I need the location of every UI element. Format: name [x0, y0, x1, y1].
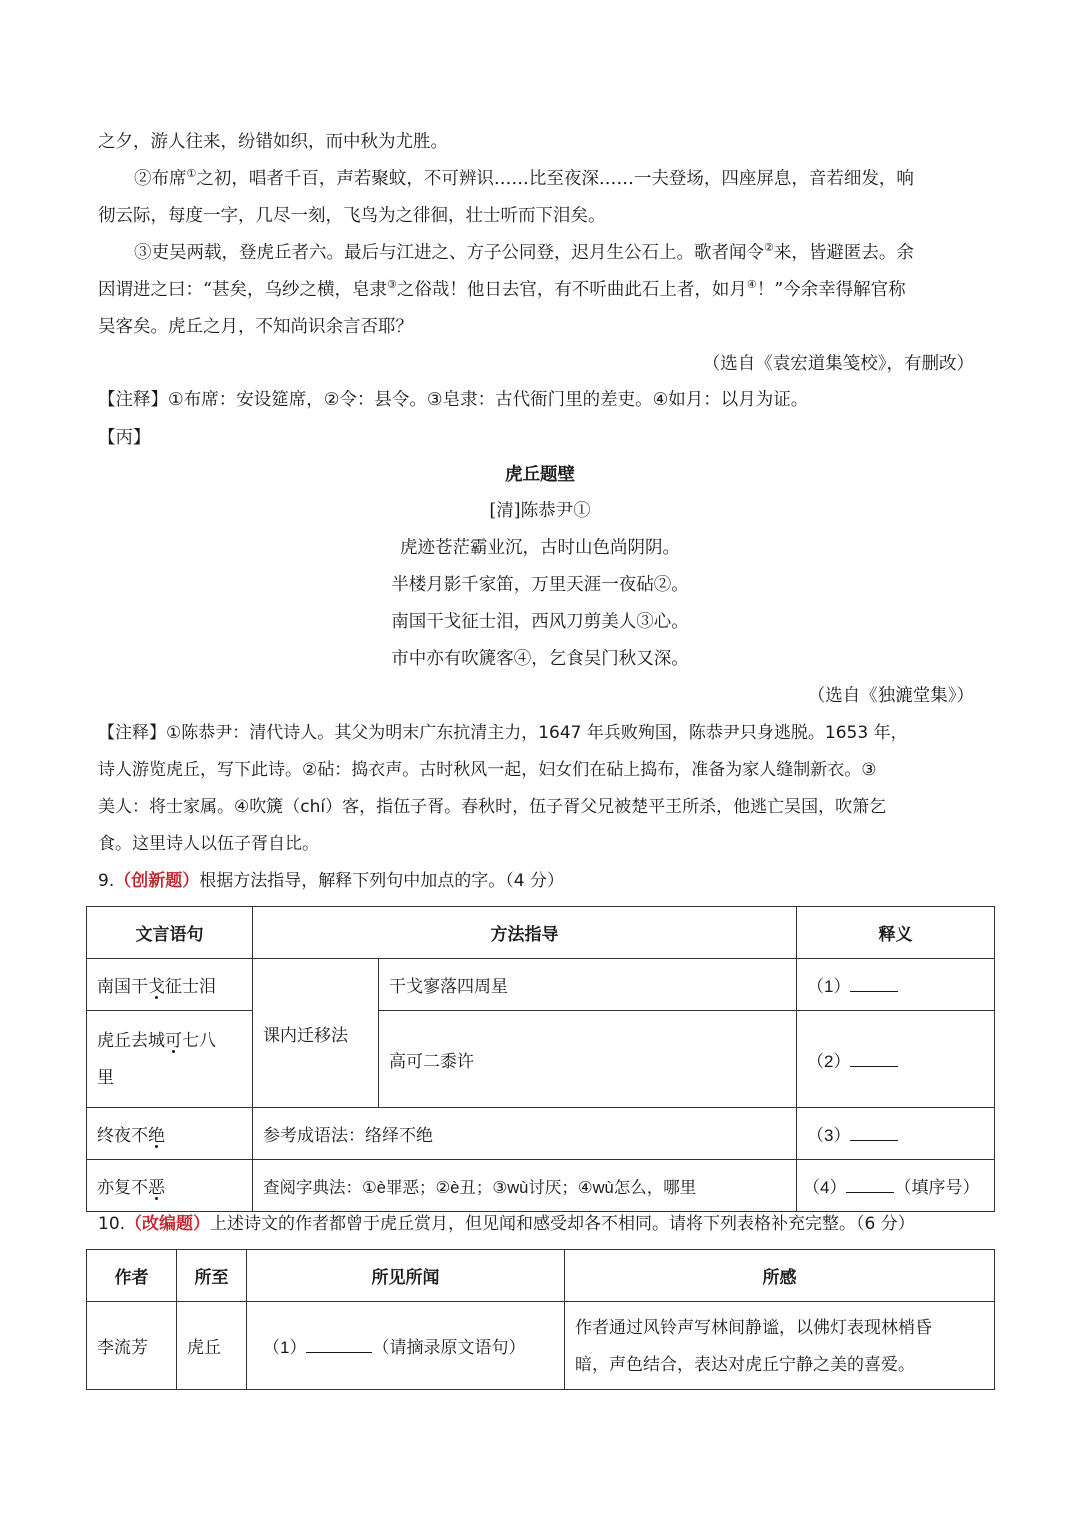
question-tag: （创新题） [114, 871, 200, 891]
answer-blank[interactable] [850, 977, 898, 992]
annotation: 食。这里诗人以伍子胥自比。 [98, 834, 319, 854]
table-row [87, 959, 995, 1011]
cell-text: 征士泪 [165, 977, 216, 996]
passage-text: 彻云际，每度一字，几尽一刻，飞鸟为之徘徊，壮士听而下泪矣。 [98, 206, 606, 226]
question-number: 9. [98, 871, 115, 891]
passage-text: 之初，唱者千百，声若聚蚊，不可辨识……比至夜深……一夫登场，四座屏息，音若细发，响 [196, 169, 914, 189]
poem-line: 虎迹苍茫霸业沉，古时山色尚阴阴。 [400, 538, 680, 558]
poem-text: 心。 [653, 612, 689, 632]
poem-text: 市中亦有吹篪客 [391, 649, 514, 669]
cell-text: 里 [97, 1068, 114, 1087]
poem-title: 虎丘题壁 [505, 465, 575, 485]
place-cell: 虎丘 [177, 1302, 247, 1390]
question-tag: （改编题） [125, 1214, 211, 1234]
author-cell: 李流芳 [87, 1302, 177, 1390]
footnote-marker: ④ [746, 278, 757, 292]
answer-label: （1） [807, 977, 851, 996]
passage-line [134, 167, 914, 191]
cell-text: 终夜不 [97, 1126, 148, 1145]
footnote-marker: ④ [513, 649, 532, 669]
question-text: 上述诗文的作者都曾于虎丘赏月，但见闻和感受却各不相同。请将下列表格补充完整。（6 分） [210, 1214, 915, 1234]
answer-cell [797, 1160, 995, 1212]
sentence-cell [87, 1160, 253, 1212]
answer-cell [797, 959, 995, 1011]
poem-line [0, 647, 1080, 671]
passage-text: ！”今余幸得解官称 [756, 280, 906, 300]
source-citation: （选自《袁宏道集笺校》，有删改） [702, 354, 974, 374]
footnote-marker: ③ [386, 278, 397, 292]
header-cell: 所至 [177, 1250, 247, 1302]
header-cell: 释义 [797, 907, 995, 959]
table-header-row [87, 1250, 995, 1302]
section-label: 【丙】 [98, 428, 151, 448]
annotation: 【注释】①陈恭尹：清代诗人。其父为明末广东抗清主力，1647 年兵败殉国，陈恭尹只身逃脱。1653 年， [98, 723, 908, 743]
method-cell: 查阅字典法：①è罪恶；②è丑；③wù讨厌；④wù怎么，哪里 [253, 1160, 797, 1212]
cell-text: 虎丘去城 [97, 1031, 165, 1050]
dotted-character: 绝 [148, 1126, 165, 1145]
sentence-cell [87, 1108, 253, 1160]
table-row [87, 1011, 995, 1108]
poem-line [0, 573, 1080, 597]
passage-line [98, 278, 906, 302]
sentence-cell [87, 1011, 253, 1108]
example-cell: 干戈寥落四周星 [379, 959, 797, 1011]
answer-hint: （请摘录原文语句） [372, 1338, 526, 1357]
footnote-marker: ② [764, 241, 774, 255]
table-row [87, 1160, 995, 1212]
cell-text: 作者通过风铃声写林间静谧，以佛灯表现林梢昏 [575, 1317, 932, 1337]
poem-line [0, 610, 1080, 634]
table-row [87, 1302, 995, 1390]
footnote-marker: ② [653, 575, 672, 595]
answer-blank[interactable] [850, 1126, 898, 1141]
question-number: 10. [98, 1214, 126, 1234]
passage-text: 因谓进之曰：“甚矣，乌纱之横，皂隶 [98, 280, 387, 300]
answer-label: （2） [807, 1051, 851, 1071]
dotted-character: 恶 [148, 1178, 165, 1197]
answer-blank[interactable] [306, 1338, 372, 1353]
footnote-marker: ③ [636, 612, 654, 632]
annotation: 诗人游览虎丘，写下此诗。②砧：捣衣声。古时秋风一起，妇女们在砧上捣布，准备为家人缝制新衣。③ [98, 760, 877, 780]
passage-text: 之夕，游人往来，纷错如织，而中秋为尤胜。 [98, 132, 448, 152]
answer-label: （1） [263, 1338, 307, 1357]
question-9-table [86, 906, 995, 1212]
footnote-marker: ① [186, 167, 197, 181]
passage-text: ③吏吴两载，登虎丘者六。最后与江进之、方子公同登，迟月生公石上。歌者闻令 [134, 243, 764, 263]
answer-blank[interactable] [850, 1052, 898, 1067]
answer-cell [797, 1011, 995, 1108]
poem-text: ，乞食吴门秋又深。 [531, 649, 689, 669]
header-cell: 作者 [87, 1250, 177, 1302]
question-10-stem [98, 1212, 915, 1236]
header-cell: 所见所闻 [247, 1250, 565, 1302]
sentence-cell [87, 959, 253, 1011]
cell-text: 亦复不 [97, 1178, 148, 1197]
source-citation: （选自《独漉堂集》） [807, 686, 974, 706]
answer-blank[interactable] [846, 1178, 894, 1193]
answer-label: （4） [803, 1178, 847, 1197]
header-cell: 所感 [565, 1250, 995, 1302]
header-cell: 文言语句 [87, 907, 253, 959]
header-cell: 方法指导 [253, 907, 797, 959]
passage-line [134, 241, 914, 265]
method-cell: 课内迁移法 [253, 959, 379, 1108]
poem-text: 南国干戈征士泪，西风刀剪美人 [391, 612, 637, 632]
feeling-cell [565, 1302, 995, 1390]
dotted-character: 可 [165, 1031, 182, 1050]
passage-text: 来，皆避匿去。余 [773, 243, 914, 263]
question-10-table [86, 1249, 995, 1390]
cell-text: 南国干 [97, 977, 148, 996]
table-header-row [87, 907, 995, 959]
method-cell: 参考成语法：络绎不绝 [253, 1108, 797, 1160]
table-row [87, 1108, 995, 1160]
dotted-character: 戈 [148, 977, 165, 996]
footnote-marker: ① [573, 501, 591, 521]
example-cell: 高可二黍许 [379, 1011, 797, 1108]
poem-text: 。 [671, 575, 689, 595]
poem-text: 半楼月影千家笛，万里天涯一夜砧 [391, 575, 654, 595]
seen-heard-cell [247, 1302, 565, 1390]
poem-author [0, 499, 1080, 523]
answer-label: （3） [807, 1126, 851, 1145]
question-text: 根据方法指导，解释下列句中加点的字。（4 分） [199, 871, 564, 891]
passage-line [98, 204, 606, 228]
passage-text: 吴客矣。虎丘之月，不知尚识余言否耶？ [98, 317, 413, 337]
passage-text: ②布席 [134, 169, 187, 189]
passage-text: 之俗哉！他日去官，有不听曲此石上者，如月 [396, 280, 747, 300]
author-text: [清]陈恭尹 [489, 501, 574, 521]
answer-cell [797, 1108, 995, 1160]
passage-line [98, 130, 448, 154]
cell-text: 七八 [182, 1031, 216, 1050]
cell-text: 暗，声色结合，表达对虎丘宁静之美的喜爱。 [575, 1354, 915, 1374]
question-9-stem [98, 869, 564, 893]
annotation: 美人：将士家属。④吹篪（chí）客，指伍子胥。春秋时，伍子胥父兄被楚平王所杀，他逃亡吴国，吹箫乞 [98, 797, 887, 817]
annotation: 【注释】①布席：安设筵席，②令：县令。③皂隶：古代衙门里的差吏。④如月：以月为证。 [98, 390, 809, 410]
passage-line [98, 315, 413, 339]
answer-hint: （填序号） [894, 1178, 980, 1197]
